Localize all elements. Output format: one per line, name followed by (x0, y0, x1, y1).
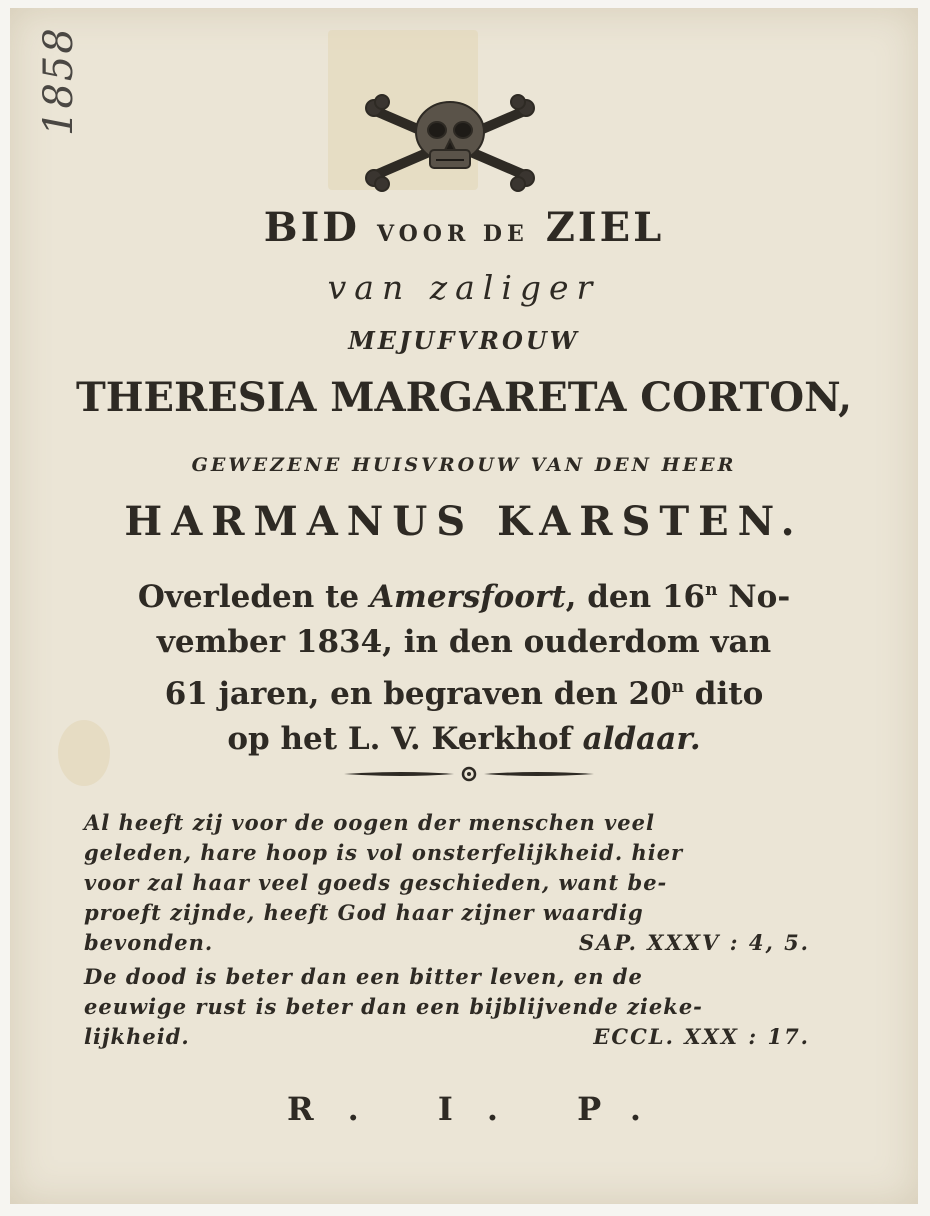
skull-crossbones-icon (360, 92, 540, 192)
quote-line: Al heeft zij voor de oogen der menschen veel (84, 810, 655, 835)
memorial-card (10, 8, 918, 1204)
deceased-name: THERESIA MARGARETA CORTON, (75, 374, 853, 421)
quote-line: lijkheid. (84, 1024, 190, 1049)
husband-line: GEWEZENE HUISVROUW VAN DEN HEER (191, 454, 737, 476)
scripture-quote-2 (84, 962, 844, 1052)
quote-line: De dood is beter dan een bitter leven, en de (84, 964, 643, 989)
body-line: op het L. V. Kerkhof aldaar. (227, 721, 701, 757)
quote-line: proeft zijnde, heeft God haar zijner waardig (84, 900, 644, 925)
heading-word: BID (263, 204, 360, 251)
title-line: MEJUFVROUW (348, 326, 580, 355)
quote-line: geleden, hare hoop is vol onsterfelijkheid. hier (84, 840, 684, 865)
death-details (10, 568, 918, 762)
quote-reference: SAP. XXXV : 4, 5. (578, 930, 810, 955)
heading-word: ZIEL (545, 204, 665, 251)
heading-bid-voor-de-ziel (10, 204, 918, 251)
body-line: 61 jaren, en begraven den 20$^n$ dito (164, 676, 764, 712)
quote-reference: ECCL. XXX : 17. (593, 1024, 810, 1049)
heading-word: VOOR DE (376, 221, 529, 247)
rip-text: R. I. P. (286, 1090, 676, 1128)
subheading: van zaliger (327, 268, 601, 307)
handwritten-year: 1858 (36, 26, 82, 136)
husband-name: HARMANUS KARSTEN. (124, 498, 804, 545)
body-line: Overleden te Amersfoort, den 16$^n$ No- (137, 579, 791, 615)
quote-line: voor zal haar veel goeds geschieden, want be- (84, 870, 668, 895)
scripture-quote-1 (84, 808, 844, 958)
body-line: vember 1834, in den ouderdom van (156, 624, 772, 660)
quote-line: bevonden. (84, 930, 214, 955)
quote-line: eeuwige rust is beter dan een bijblijvende zieke- (84, 994, 703, 1019)
ornament-divider (342, 764, 596, 784)
